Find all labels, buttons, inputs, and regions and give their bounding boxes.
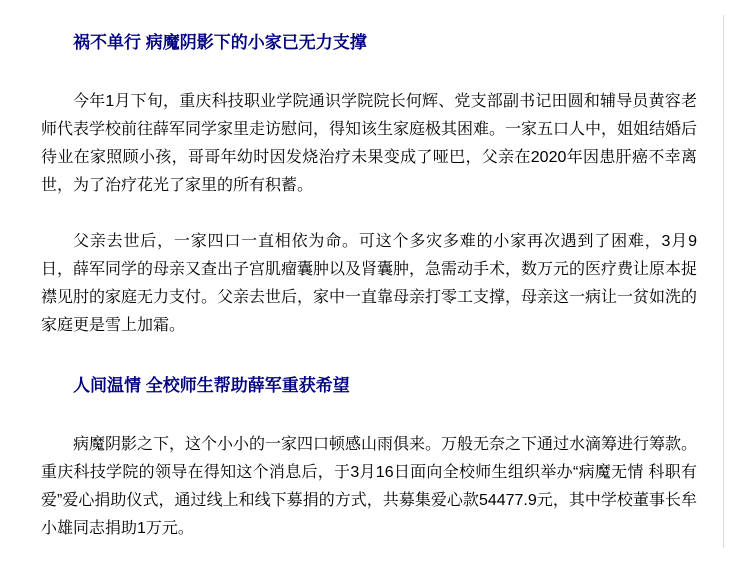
section-heading-2: 人间温情 全校师生帮助薛军重获希望 [73, 376, 350, 395]
page-edge-divider [723, 15, 724, 548]
article-paragraph: 病魔阴影之下，这个小小的一家四口顿感山雨俱来。万般无奈之下通过水滴筹进行筹款。重庆科技学院的领导在得知这个消息后，于3月16日面向全校师生组织举办“病魔无情 科职有爱”爱心捐助仪式，通过线上和线下募捐的方式，共募集爱心款54477.9元，其中学校董事长牟小雄同志捐助1万元。 [41, 436, 698, 537]
article-paragraph: 父亲去世后，一家四口一直相依为命。可这个多灾多难的小家再次遇到了困难，3月9日，薛军同学的母亲又查出子宫肌瘤囊肿以及肾囊肿，急需动手术，数万元的医疗费让原本捉襟见肘的家庭无力支付。父亲去世后，家中一直靠母亲打零工支撑，母亲这一病让一贫如洗的家庭更是雪上加霜。 [41, 233, 698, 334]
article-body [41, 33, 697, 543]
article-paragraph: 今年1月下旬，重庆科技职业学院通识学院院长何辉、党支部副书记田圆和辅导员黄容老师代表学校前往薛军同学家里走访慰问，得知该生家庭极其困难。一家五口人中，姐姐结婚后待业在家照顾小孩，哥哥年幼时因发烧治疗未果变成了哑巴，父亲在2020年因患肝癌不幸离世，为了治疗花光了家里的所有积蓄。 [41, 93, 698, 194]
section-heading-1: 祸不单行 病魔阴影下的小家已无力支撑 [73, 33, 367, 52]
